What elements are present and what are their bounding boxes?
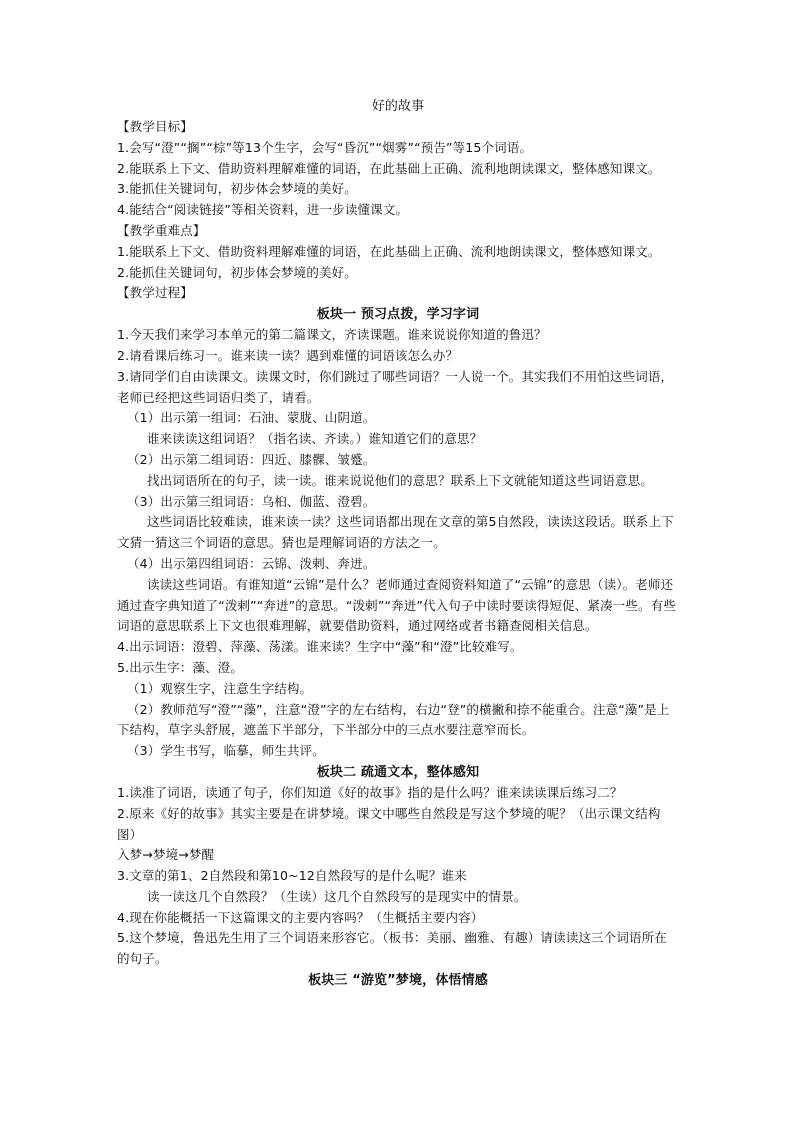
paragraph: 5.出示生字：藻、澄。	[117, 659, 244, 675]
page-title: 好的故事	[371, 99, 425, 114]
step-item: （1）观察生字，注意生字结构。	[127, 680, 313, 696]
board-two-heading: 板块二 疏通文本，整体感知	[316, 764, 480, 780]
section-key-points-heading: 【教学重难点】	[117, 222, 206, 238]
goal-item: 4.能结合“阅读链接”等相关资料，进一步读懂课文。	[117, 202, 409, 218]
paragraph: 4.现在你能概括一下这篇课文的主要内容吗？（生概括主要内容）	[117, 909, 484, 925]
paragraph-continuation: 读一读这几个自然段？（生读）这几个自然段写的是现实中的情景。	[147, 888, 527, 904]
paragraph: 5.这个梦境，鲁迅先生用了三个词语来形容它。（板书：美丽、幽雅、有趣）请读读这三个词语所在的句子。	[117, 930, 667, 967]
goal-item: 3.能抓住关键词句，初步体会梦境的美好。	[117, 181, 357, 197]
paragraph: 2.请看课后练习一。谁来读一读？遇到难懂的词语该怎么办？	[117, 347, 459, 363]
goal-item: 1.会写“澄”“搁”“棕”等13个生字，会写“昏沉”“烟雾”“预告”等15个词语。	[117, 139, 533, 155]
board-one-heading: 板块一 预习点拨，学习字词	[316, 307, 480, 323]
board-three-heading: 板块三 “游览”梦境，体悟情感	[308, 973, 488, 989]
word-group-4-text: 读读这些词语。有谁知道“云锦”是什么？老师通过查阅资料知道了“云锦”的意思（读）。老师还通过查字典知道了“泼剌”“奔迸”的意思。“泼剌”“奔迸”代入句子中读时要读得短促、紧凑一些。有些词语的意思联系上下文也很难理解，就要借助资料，通过网络或者书籍查阅相关信息。	[117, 576, 677, 634]
key-point-item: 2.能抓住关键词句，初步体会梦境的美好。	[117, 264, 357, 280]
step-item: （2）教师范写“澄”“藻”，注意“澄”字的左右结构，右边“登”的横撇和捺不能重合。注意“藻”是上下结构，草字头舒展，遮盖下半部分，下半部分中的三点水要注意窄而长。	[117, 701, 670, 738]
paragraph: 1.今天我们来学习本单元的第二篇课文，齐读课题。谁来说说你知道的鲁迅？	[117, 327, 547, 343]
structure-flow: 入梦→梦境→梦醒	[117, 847, 215, 863]
word-group-2: （2）出示第二组词语：四近、膝髁、皱蹙。	[127, 451, 376, 467]
word-group-4: （4）出示第四组词语：云锦、泼剌、奔迸。	[127, 555, 376, 571]
word-group-3-text: 这些词语比较难读，谁来读一读？这些词语都出现在文章的第5自然段，读读这段话。联系上下文猜一猜这三个词语的意思。猜也是理解词语的方法之一。	[117, 514, 674, 551]
word-group-1-text: 谁来读读这组词语？（指名读、齐读。）谁知道它们的意思？	[147, 431, 483, 447]
section-goals-heading: 【教学目标】	[117, 119, 193, 134]
paragraph: 4.出示词语：澄碧、萍藻、荡漾。谁来读？生字中“藻”和“澄”比较难写。	[117, 639, 523, 655]
section-process-heading: 【教学过程】	[117, 285, 193, 301]
paragraph: 1.读准了词语，读通了句子，你们知道《好的故事》指的是什么吗？谁来读读课后练习二？	[117, 784, 623, 800]
document-page	[117, 97, 679, 991]
goal-item: 2.能联系上下文、借助资料理解难懂的词语，在此基础上正确、流利地朗读课文，整体感知课文。	[117, 160, 661, 176]
word-group-3: （3）出示第三组词语：乌桕、伽蓝、澄碧。	[127, 493, 376, 509]
word-group-2-text: 找出词语所在的句子，读一读。谁来说说他们的意思？联系上下文就能知道这些词语意思。	[147, 472, 654, 488]
paragraph: 3.请同学们自由读课文。读课文时，你们跳过了哪些词语？一人说一个。其实我们不用怕这些词语，老师已经把这些词语归类了，请看。	[117, 368, 674, 405]
paragraph: 2.原来《好的故事》其实主要是在讲梦境。课文中哪些自然段是写这个梦境的呢？（出示课文结构图）	[117, 805, 661, 842]
paragraph: 3.文章的第1、2自然段和第10~12自然段写的是什么呢？谁来	[117, 868, 467, 884]
key-point-item: 1.能联系上下文、借助资料理解难懂的词语，在此基础上正确、流利地朗读课文，整体感知课文。	[117, 243, 661, 259]
word-group-1: （1）出示第一组词：石油、蒙胧、山阴道。	[127, 410, 376, 426]
step-item: （3）学生书写，临摹，师生共评。	[127, 743, 325, 759]
